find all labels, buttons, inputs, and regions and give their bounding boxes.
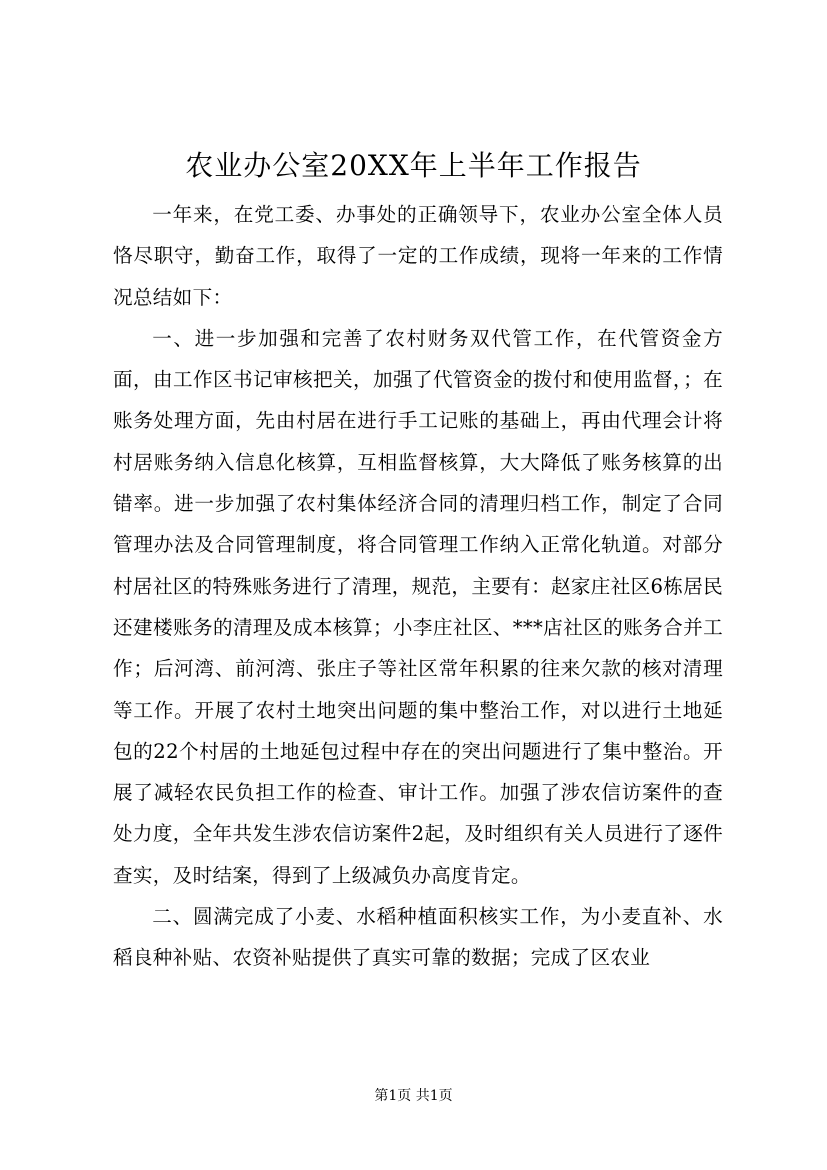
page-footer: 第1页 共1页 <box>374 1088 453 1104</box>
document-title: 农业办公室20XX年上半年工作报告 <box>185 149 642 182</box>
document-body <box>113 194 723 979</box>
paragraph-intro: 一年来，在党工委、办事处的正确领导下，农业办公室全体人员恪尽职守，勤奋工作，取得了一定的工作成绩，现将一年来的工作情况总结如下： <box>113 203 723 309</box>
paragraph-section-2: 二、圆满完成了小麦、水稻种植面积核实工作，为小麦直补、水稻良种补贴、农资补贴提供了真实可靠的数据；完成了区农业 <box>113 905 723 970</box>
paragraph-section-1: 一、进一步加强和完善了农村财务双代管工作，在代管资金方面，由工作区书记审核把关，加强了代管资金的拨付和使用监督，；在账务处理方面，先由村居在进行手工记账的基础上，再由代理会计将村居账务纳入信息化核算，互相监督核算，大大降低了账务核算的出错率。进一步加强了农村集体经济合同的清理归档工作，制定了合同管理办法及合同管理制度，将合同管理工作纳入正常化轨道。对部分村居社区的特殊账务进行了清理，规范，主要有：赵家庄社区6栋居民还建楼账务的清理及成本核算；小李庄社区、***店社区的账务合并工作；后河湾、前河湾、张庄子等社区常年积累的往来欠款的核对清理等工作。开展了农村土地突出问题的集中整治工作，对以进行土地延包的22个村居的土地延包过程中存在的突出问题进行了集中整治。开展了减轻农民负担工作的检查、审计工作。加强了涉农信访案件的查处力度，全年共发生涉农信访案件2起，及时组织有关人员进行了逐件查实，及时结案，得到了上级减负办高度肯定。 <box>113 326 723 887</box>
